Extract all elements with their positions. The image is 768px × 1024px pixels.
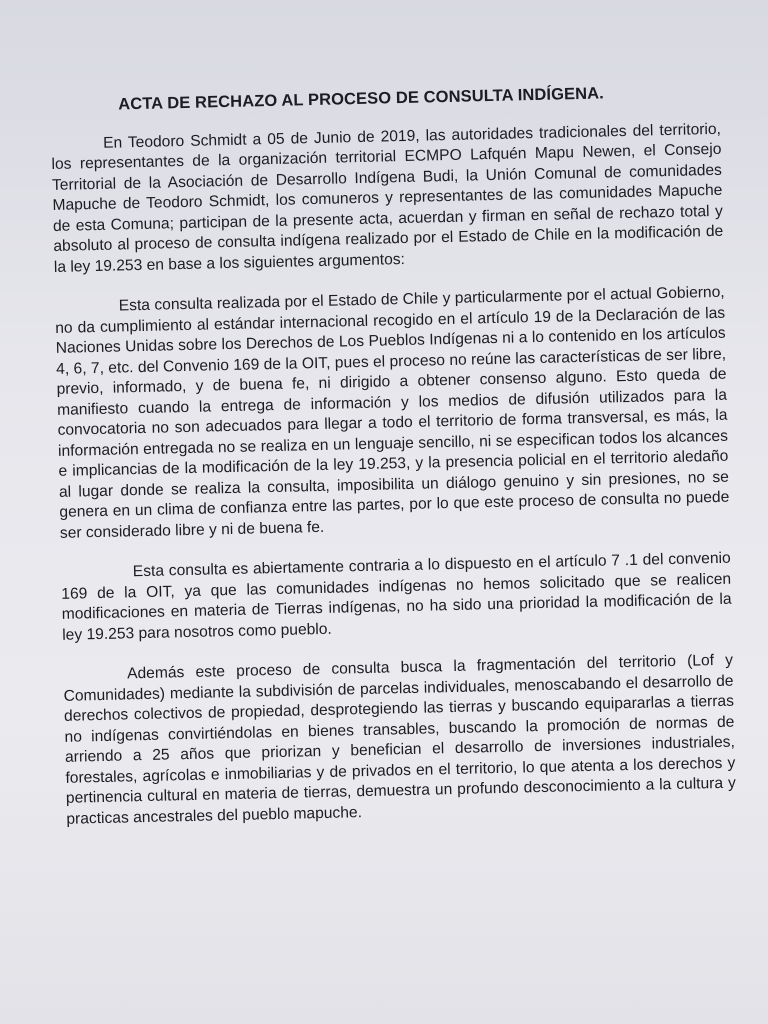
paragraph-argument-3: Además este proceso de consulta busca la fragmentación del territorio (Lof y Comunidades) mediante la subdivisión de parcelas individuales, menoscabando el desarrollo de derechos colectivos de propiedad, desprotegiendo las tierras y buscando equipararlas a tierras no indígenas convirtiéndolas en bienes transables, buscando la promoción de normas de arriendo a 25 años que priorizan y benefician el desarrollo de inversiones industriales, forestales, agrícolas e inmobiliarias y de privados en el territorio, lo que atenta a los derechos y pertinencia cultural en materia de tierras, demuestra un profundo desconocimiento a la cultura y practicas ancestrales del pueblo mapuche. <box>63 651 736 828</box>
paragraph-intro: En Teodoro Schmidt a 05 de Junio de 2019, las autoridades tradicionales del territorio, los representantes de la organización territorial ECMPO Lafquén Mapu Newen, el Consejo Territorial de la Asociación de Desarrollo Indígena Budi, la Unión Comunal de comunidades Mapuche de Teodoro Schmidt, los comuneros y representantes de las comunidades Mapuche de esta Comuna; participan de la presente acta, acuerdan y firman en señal de rechazo total y absoluto al proceso de consulta indígena realizado por el Estado de Chile en la modificación de la ley 19.253 en base a los siguientes argumentos: <box>51 120 724 276</box>
document-sheet <box>50 81 740 996</box>
paragraph-argument-1: Esta consulta realizada por el Estado de Chile y particularmente por el actual Gobierno, no da cumplimiento al estándar internacional recogido en el artículo 19 de la Declaración de las Naciones Unidas sobre los Derechos de Los Pueblos Indígenas ni a lo contenido en los artículos 4, 6, 7, etc. del Convenio 169 de la OIT, pues el proceso no reúne las características de ser libre, previo, informado, y de buena fe, ni dirigido a obtener consenso alguno. Esto queda de manifiesto cuando la entrega de información y los medios de difusión utilizados para la convocatoria no son adecuados para llegar a todo el territorio de forma transversal, es más, la información entregada no se realiza en un lenguaje sencillo, ni se especifican todos los alcances e implicancias de la modificación de la ley 19.253, y la presencia policial en el territorio aledaño al lugar donde se realiza la consulta, imposibilita un diálogo genuino y sin presiones, no se genera en un clima de confianza entre las partes, por lo que este proceso de consulta no puede ser considerado libre y ni de buena fe. <box>55 283 730 542</box>
document-title: ACTA DE RECHAZO AL PROCESO DE CONSULTA INDÍGENA. <box>118 84 605 114</box>
paragraph-argument-2: Esta consulta es abiertamente contraria a lo dispuesto en el artículo 7 .1 del convenio 169 de la OIT, ya que las comunidades indígenas no hemos solicitado que se realicen modificaciones en materia de Tierras indígenas, no ha sido una prioridad la modificación de la ley 19.253 para nosotros como pueblo. <box>61 549 732 644</box>
